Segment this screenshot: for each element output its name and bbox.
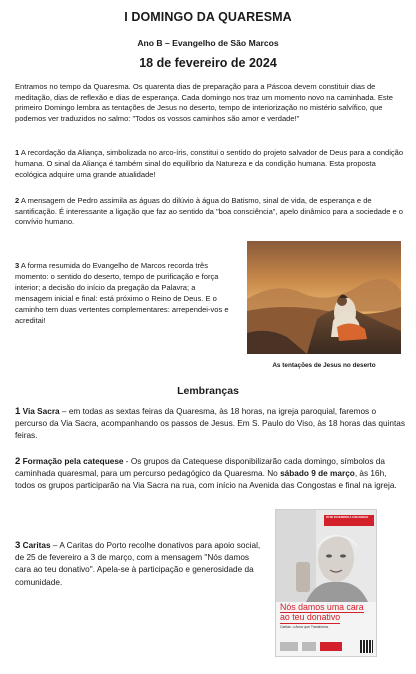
reminder-text: – A Caritas do Porto recolhe donativos para apoio social, de 25 de fevereiro a 3 de março, com a mensagem "Nós damos cara ao teu donativo". Apela-se à participação e generosidade da comunidade. bbox=[15, 541, 261, 587]
point-paragraph-3 bbox=[15, 261, 233, 326]
page-title: I DOMINGO DA QUARESMA bbox=[124, 10, 292, 24]
point-text: A recordação da Aliança, simbolizada no arco-íris, constitui o sentido do projeto salvador de Deus para a condição humana. O sinal da Aliança é também sinal do equilíbrio da Natureza e da condição humana. Esta proposta ecológica adquire uma grande atualidade! bbox=[15, 148, 404, 180]
diocese-logo-icon bbox=[280, 642, 298, 651]
parish-logo-icon bbox=[302, 642, 316, 651]
reminder-heading: Via Sacra bbox=[20, 407, 60, 416]
reminder-number: 2 bbox=[15, 456, 21, 467]
temptation-painting bbox=[247, 241, 401, 354]
poster-logos bbox=[280, 640, 374, 654]
reminder-item-1 bbox=[15, 406, 405, 443]
reminder-item-3 bbox=[15, 540, 267, 589]
reminder-heading: Caritas bbox=[20, 541, 51, 550]
poster-badge: 25 DE FEVEREIRO A 3 DE MARÇO bbox=[324, 515, 374, 526]
point-text: A forma resumida do Evangelho de Marcos recorda três momento: o sentido do deserto, tempo de purificação e força interior; a decisão do início da pregação da Palavra; a mensagem inicial e final: está próximo o Reino de Deus. E o caminho tem duas vertentes complementares: arrependei-vos e acreditai! bbox=[15, 261, 229, 325]
poster-headline bbox=[280, 603, 374, 624]
intro-paragraph: Entramos no tempo da Quaresma. Os quarenta dias de preparação para a Páscoa devem constituir dias de meditação, dias de reflexão e dias de esperança. Cada domingo nos traz um momento novo na caminhada. Este primeiro Domingo lembra as tentações de Jesus no deserto, tempo de interiorização no mistério salvífico, que podemos ver traduzidos no salmo: "Todos os vossos caminhos são amor e verdade!" bbox=[15, 82, 393, 124]
point-paragraph-1 bbox=[15, 147, 405, 181]
figure-caption: As tentações de Jesus no deserto bbox=[272, 362, 376, 369]
page-subtitle: Ano B – Evangelho de São Marcos bbox=[137, 38, 279, 48]
point-number: 3 bbox=[15, 261, 20, 270]
painting-illustration bbox=[247, 241, 401, 354]
point-paragraph-2 bbox=[15, 196, 405, 228]
poster-tagline: Cáritas. o Amor que Transforma. bbox=[280, 625, 329, 629]
reminder-item-2 bbox=[15, 456, 405, 493]
caritas-poster bbox=[275, 509, 377, 657]
page-date: 18 de fevereiro de 2024 bbox=[139, 56, 277, 70]
poster-headline-line-1: Nós damos uma cara bbox=[280, 602, 364, 612]
reminder-number: 1 bbox=[15, 406, 21, 417]
poster-headline-line-2: ao teu donativo bbox=[280, 612, 341, 623]
point-number: 2 bbox=[15, 196, 20, 205]
point-text: A mensagem de Pedro assimila as águas do dilúvio à água do Batismo, sinal de vida, de esperança e de santificação. É interessante a ligação que faz ao sentido da "boa consciência", apelo dinâmico para a sociedade e o convívio humano. bbox=[15, 196, 403, 227]
reminder-heading: Formação pela catequese bbox=[20, 457, 124, 466]
reminder-number: 3 bbox=[15, 540, 21, 551]
reminder-text-cont: , às 16h, todos os grupos participarão na Via Sacra na rua, com início na Avenida das Congostas e final na igreja. bbox=[15, 469, 397, 491]
reminder-text: - Os grupos da Catequese disponibilizarão cada domingo, símbolos da caminhada quaresmal, para um percurso pedagógico da Quaresma. No bbox=[15, 457, 385, 479]
reminders-title: Lembranças bbox=[177, 385, 239, 397]
reminder-date: sábado 9 de março bbox=[280, 469, 355, 479]
point-number: 1 bbox=[15, 148, 20, 157]
caritas-logo-icon bbox=[320, 642, 342, 651]
reminder-text: – em todas as sextas feiras da Quaresma, às 18 horas, na igreja paroquial, faremos o percurso da Via Sacra, acompanhando os passos de Jesus. Em S. Paulo do Viso, às 18 horas das quintas feiras. bbox=[15, 407, 405, 441]
qr-code-icon bbox=[360, 640, 373, 653]
